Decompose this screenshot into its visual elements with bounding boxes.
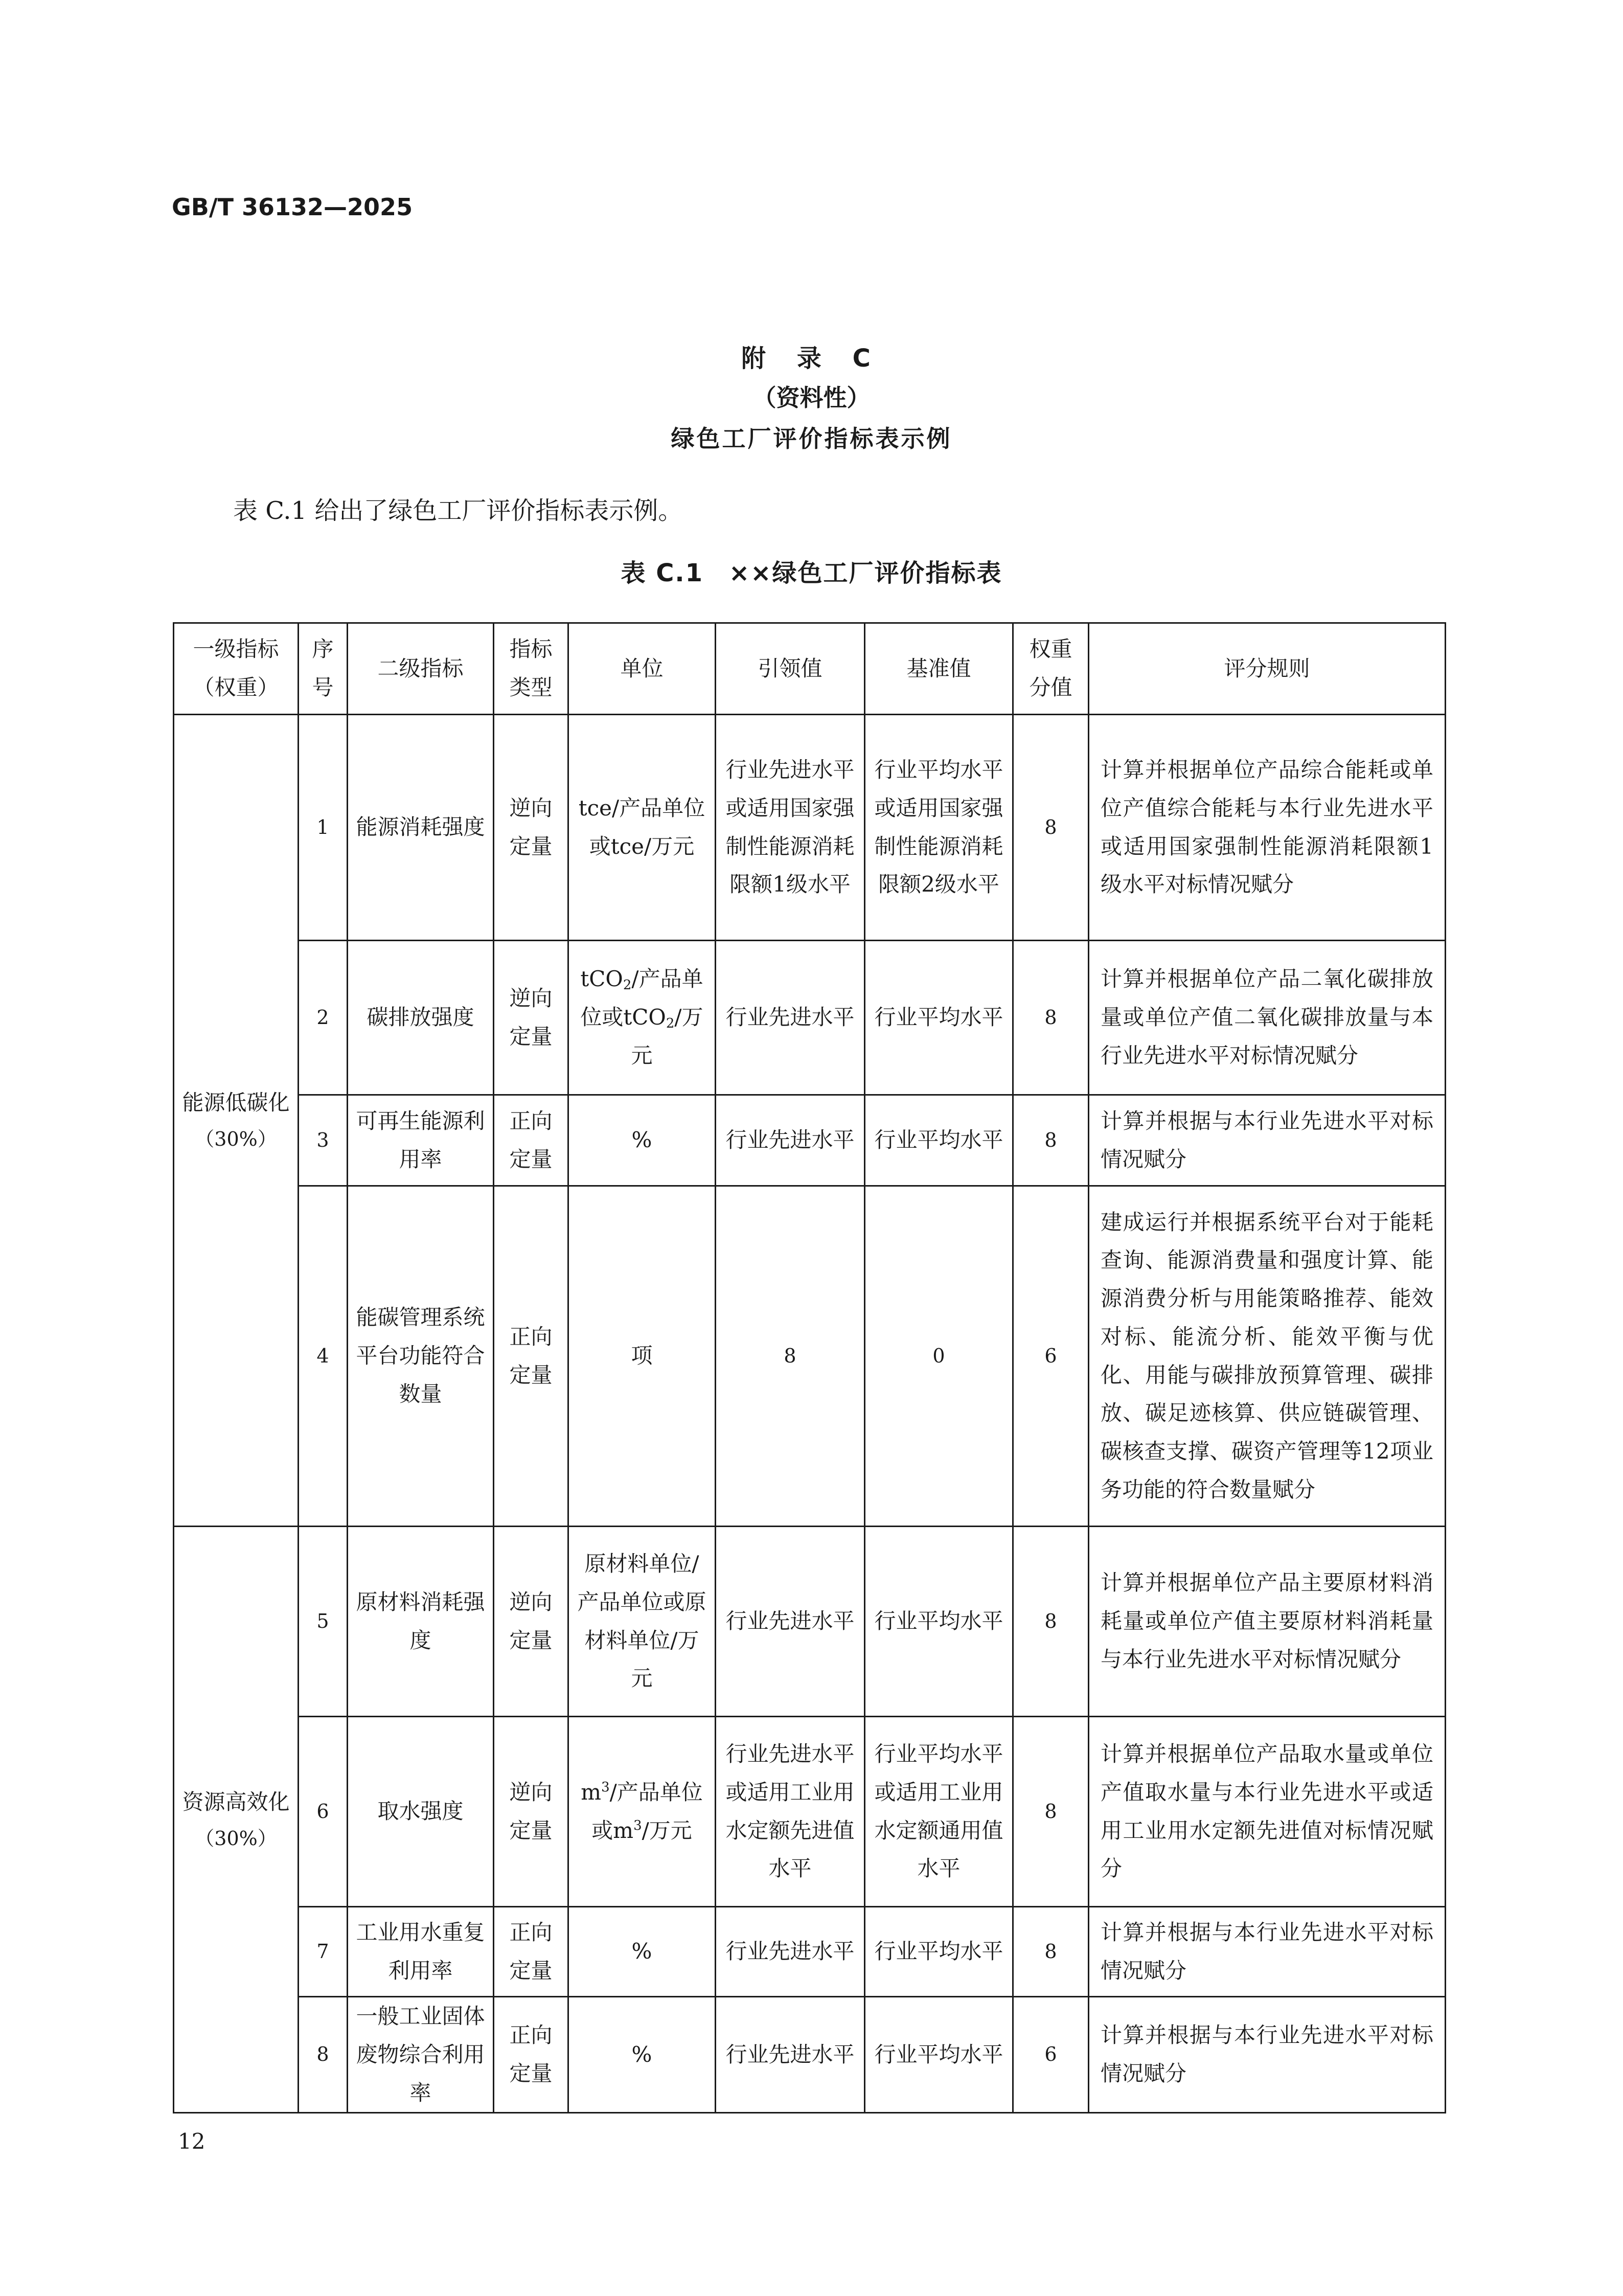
standard-code: GB/T 36132—2025 <box>172 193 413 221</box>
group-cell-resource <box>174 1527 299 2113</box>
header-leading: 引领值 <box>716 623 865 715</box>
row-weight: 8 <box>1013 715 1089 941</box>
row-seq: 1 <box>299 715 348 941</box>
row-seq: 2 <box>299 941 348 1095</box>
row-level2: 碳排放强度 <box>348 941 494 1095</box>
row-level2: 一般工业固体废物综合利用率 <box>348 1997 494 2113</box>
row-rule: 计算并根据与本行业先进水平对标情况赋分 <box>1089 1095 1446 1186</box>
unit-part: m <box>613 1817 634 1843</box>
row-level2: 能碳管理系统平台功能符合数量 <box>348 1186 494 1527</box>
header-level2: 二级指标 <box>348 623 494 715</box>
row-type: 正向定量 <box>494 1186 568 1527</box>
row-leading: 行业先进水平或适用国家强制性能源消耗限额1级水平 <box>716 715 865 941</box>
row-baseline: 行业平均水平 <box>865 1095 1013 1186</box>
unit-part: /产品单位或 <box>580 966 703 1030</box>
row-seq: 8 <box>299 1997 348 2113</box>
row-level2: 能源消耗强度 <box>348 715 494 941</box>
table-row <box>174 1717 1446 1907</box>
row-unit <box>568 1717 716 1907</box>
row-unit: 原材料单位/产品单位或原材料单位/万元 <box>568 1527 716 1717</box>
row-baseline: 0 <box>865 1186 1013 1527</box>
page-number: 12 <box>178 2129 205 2154</box>
table-row <box>174 1527 1446 1717</box>
group-name: 资源高效化 <box>182 1789 290 1814</box>
appendix-nature: （资料性） <box>752 384 871 412</box>
row-leading: 行业先进水平 <box>716 941 865 1095</box>
unit-superscript: 3 <box>633 1817 642 1833</box>
header-unit: 单位 <box>568 623 716 715</box>
table-row <box>174 1186 1446 1527</box>
unit-subscript: 2 <box>623 977 632 993</box>
row-rule: 建成运行并根据系统平台对于能耗查询、能源消费量和强度计算、能源消费分析与用能策略推荐、能效对标、能流分析、能效平衡与优化、用能与碳排放预算管理、碳排放、碳足迹核算、供应链碳管理、碳核查支撑、碳资产管理等12项业务功能的符合数量赋分 <box>1089 1186 1446 1527</box>
unit-part: /万元 <box>642 1817 692 1843</box>
row-level2: 取水强度 <box>348 1717 494 1907</box>
row-type: 逆向定量 <box>494 1717 568 1907</box>
group-weight: （30%） <box>195 1827 277 1850</box>
table-row <box>174 1095 1446 1186</box>
row-rule: 计算并根据单位产品主要原材料消耗量或单位产值主要原材料消耗量与本行业先进水平对标情况赋分 <box>1089 1527 1446 1717</box>
header-seq: 序号 <box>299 623 348 715</box>
unit-part: tCO <box>623 1005 666 1030</box>
row-rule: 计算并根据与本行业先进水平对标情况赋分 <box>1089 1997 1446 2113</box>
row-rule: 计算并根据单位产品取水量或单位产值取水量与本行业先进水平或适用工业用水定额先进值对标情况赋分 <box>1089 1717 1446 1907</box>
row-weight: 8 <box>1013 941 1089 1095</box>
row-leading: 行业先进水平或适用工业用水定额先进值水平 <box>716 1717 865 1907</box>
row-baseline: 行业平均水平 <box>865 941 1013 1095</box>
appendix-title: 绿色工厂评价指标表示例 <box>671 425 952 452</box>
row-rule: 计算并根据单位产品综合能耗或单位产值综合能耗与本行业先进水平或适用国家强制性能源消耗限额1级水平对标情况赋分 <box>1089 715 1446 941</box>
header-baseline: 基准值 <box>865 623 1013 715</box>
row-level2: 工业用水重复利用率 <box>348 1907 494 1997</box>
row-weight: 8 <box>1013 1717 1089 1907</box>
row-rule: 计算并根据单位产品二氧化碳排放量或单位产值二氧化碳排放量与本行业先进水平对标情况赋分 <box>1089 941 1446 1095</box>
intro-paragraph: 表 C.1 给出了绿色工厂评价指标表示例。 <box>233 496 683 525</box>
row-baseline: 行业平均水平 <box>865 1527 1013 1717</box>
unit-subscript: 2 <box>666 1016 675 1032</box>
row-unit <box>568 941 716 1095</box>
group-cell-energy <box>174 715 299 1527</box>
row-weight: 8 <box>1013 1527 1089 1717</box>
unit-part: /产品单位或 <box>591 1779 703 1843</box>
row-baseline: 行业平均水平 <box>865 1997 1013 2113</box>
unit-part: /万元 <box>631 1005 703 1068</box>
row-leading: 行业先进水平 <box>716 1997 865 2113</box>
table-row <box>174 1907 1446 1997</box>
header-type: 指标类型 <box>494 623 568 715</box>
header-level1: 一级指标（权重） <box>174 623 299 715</box>
unit-part: m <box>581 1779 602 1805</box>
row-type: 正向定量 <box>494 1907 568 1997</box>
row-level2: 可再生能源利用率 <box>348 1095 494 1186</box>
table-row <box>174 715 1446 941</box>
row-weight: 8 <box>1013 1907 1089 1997</box>
row-baseline: 行业平均水平 <box>865 1907 1013 1997</box>
row-unit: 项 <box>568 1186 716 1527</box>
row-weight: 6 <box>1013 1997 1089 2113</box>
row-leading: 8 <box>716 1186 865 1527</box>
row-type: 逆向定量 <box>494 941 568 1095</box>
table-row <box>174 1997 1446 2113</box>
row-seq: 7 <box>299 1907 348 1997</box>
row-seq: 5 <box>299 1527 348 1717</box>
row-weight: 8 <box>1013 1095 1089 1186</box>
indicator-table <box>173 622 1446 2113</box>
group-weight: （30%） <box>195 1128 277 1151</box>
row-level2: 原材料消耗强度 <box>348 1527 494 1717</box>
row-leading: 行业先进水平 <box>716 1095 865 1186</box>
row-weight: 6 <box>1013 1186 1089 1527</box>
appendix-label: 附 录 C <box>741 344 882 373</box>
row-type: 正向定量 <box>494 1997 568 2113</box>
row-seq: 6 <box>299 1717 348 1907</box>
unit-superscript: 3 <box>601 1779 610 1795</box>
table-caption: 表 C.1 ××绿色工厂评价指标表 <box>621 559 1002 587</box>
row-rule: 计算并根据与本行业先进水平对标情况赋分 <box>1089 1907 1446 1997</box>
header-rule: 评分规则 <box>1089 623 1446 715</box>
row-type: 逆向定量 <box>494 1527 568 1717</box>
row-baseline: 行业平均水平或适用国家强制性能源消耗限额2级水平 <box>865 715 1013 941</box>
row-baseline: 行业平均水平或适用工业用水定额通用值水平 <box>865 1717 1013 1907</box>
row-type: 逆向定量 <box>494 715 568 941</box>
row-seq: 4 <box>299 1186 348 1527</box>
row-unit: % <box>568 1907 716 1997</box>
row-seq: 3 <box>299 1095 348 1186</box>
header-weight: 权重分值 <box>1013 623 1089 715</box>
row-unit: % <box>568 1095 716 1186</box>
table-header-row <box>174 623 1446 715</box>
row-unit: % <box>568 1997 716 2113</box>
row-leading: 行业先进水平 <box>716 1527 865 1717</box>
group-name: 能源低碳化 <box>182 1090 290 1116</box>
table-row <box>174 941 1446 1095</box>
unit-part: tCO <box>580 966 623 992</box>
row-leading: 行业先进水平 <box>716 1907 865 1997</box>
row-type: 正向定量 <box>494 1095 568 1186</box>
row-unit: tce/产品单位或tce/万元 <box>568 715 716 941</box>
